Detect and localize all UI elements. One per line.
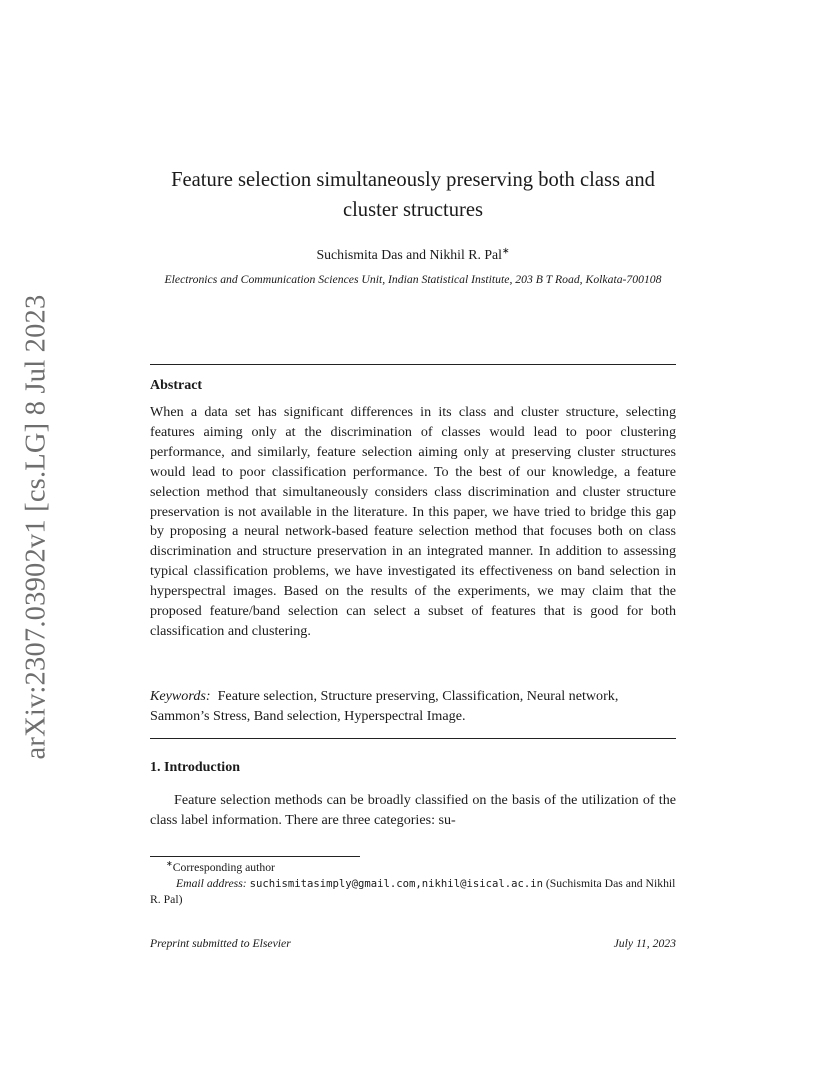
abstract-bottom-rule: [150, 738, 676, 739]
email-owners: (Suchismita Das and Nikhil R. Pal): [150, 877, 676, 906]
author-list: [150, 246, 676, 264]
arxiv-sidebar-stamp: [18, 294, 54, 760]
footnote-email: [150, 876, 676, 908]
footer-preprint-note: Preprint submitted to Elsevier: [150, 937, 291, 950]
keywords-label: Keywords:: [150, 688, 211, 704]
arxiv-identifier: arXiv:2307.03902v1 [cs.LG] 8 Jul 2023: [20, 294, 51, 760]
email-addresses: suchismitasimply@gmail.com,nikhil@isical.ac.in: [249, 878, 543, 890]
email-label: Email address:: [176, 877, 247, 890]
author-affiliation: Electronics and Communication Sciences Unit, Indian Statistical Institute, 203 B T Road, Kolkata-700108: [164, 273, 662, 286]
footnote-rule: [150, 856, 360, 857]
section-heading-introduction: 1. Introduction: [150, 760, 240, 775]
paper-title: Feature selection simultaneously preserving both class and cluster structures: [171, 169, 655, 221]
footnote-corresponding-author: [150, 860, 676, 876]
keywords: [150, 687, 676, 727]
abstract-text: When a data set has significant differences in its class and cluster structure, selecting features aiming only at the discrimination of classes would lead to poor clustering performance, and similarly, feature selection aiming only at preserving cluster structures would lead to poor classification performance. To the best of our knowledge, a feature selection method that simultaneously considers class discrimination and cluster structure preservation is not available in the literature. In this paper, we have tried to bridge this gap by proposing a neural network-based feature selection method that focuses both on class discrimination and structure preservation in an integrated manner. In addition to assessing typical classification problems, we have investigated its effectiveness on band selection in hyperspectral images. Based on the results of the experiments, we may claim that the proposed feature/band selection can select a subset of features that is good for both classification and clustering.: [150, 404, 676, 639]
introduction-text: Feature selection methods can be broadly classified on the basis of the utilization of the class label information. There are three categories: su-: [150, 792, 676, 828]
footnote-corresponding-text: Corresponding author: [172, 861, 275, 874]
corresponding-author-marker: ∗: [501, 245, 510, 256]
author-names: Suchismita Das and Nikhil R. Pal: [316, 247, 502, 262]
keywords-text: Feature selection, Structure preserving, Classification, Neural network, Sammon’s Stress, Band selection, Hyperspectral Image.: [150, 688, 619, 724]
abstract-top-rule: [150, 364, 676, 365]
footer-date: July 11, 2023: [613, 937, 676, 950]
abstract-heading: Abstract: [150, 378, 203, 393]
footnote-marker: ∗: [166, 859, 173, 869]
